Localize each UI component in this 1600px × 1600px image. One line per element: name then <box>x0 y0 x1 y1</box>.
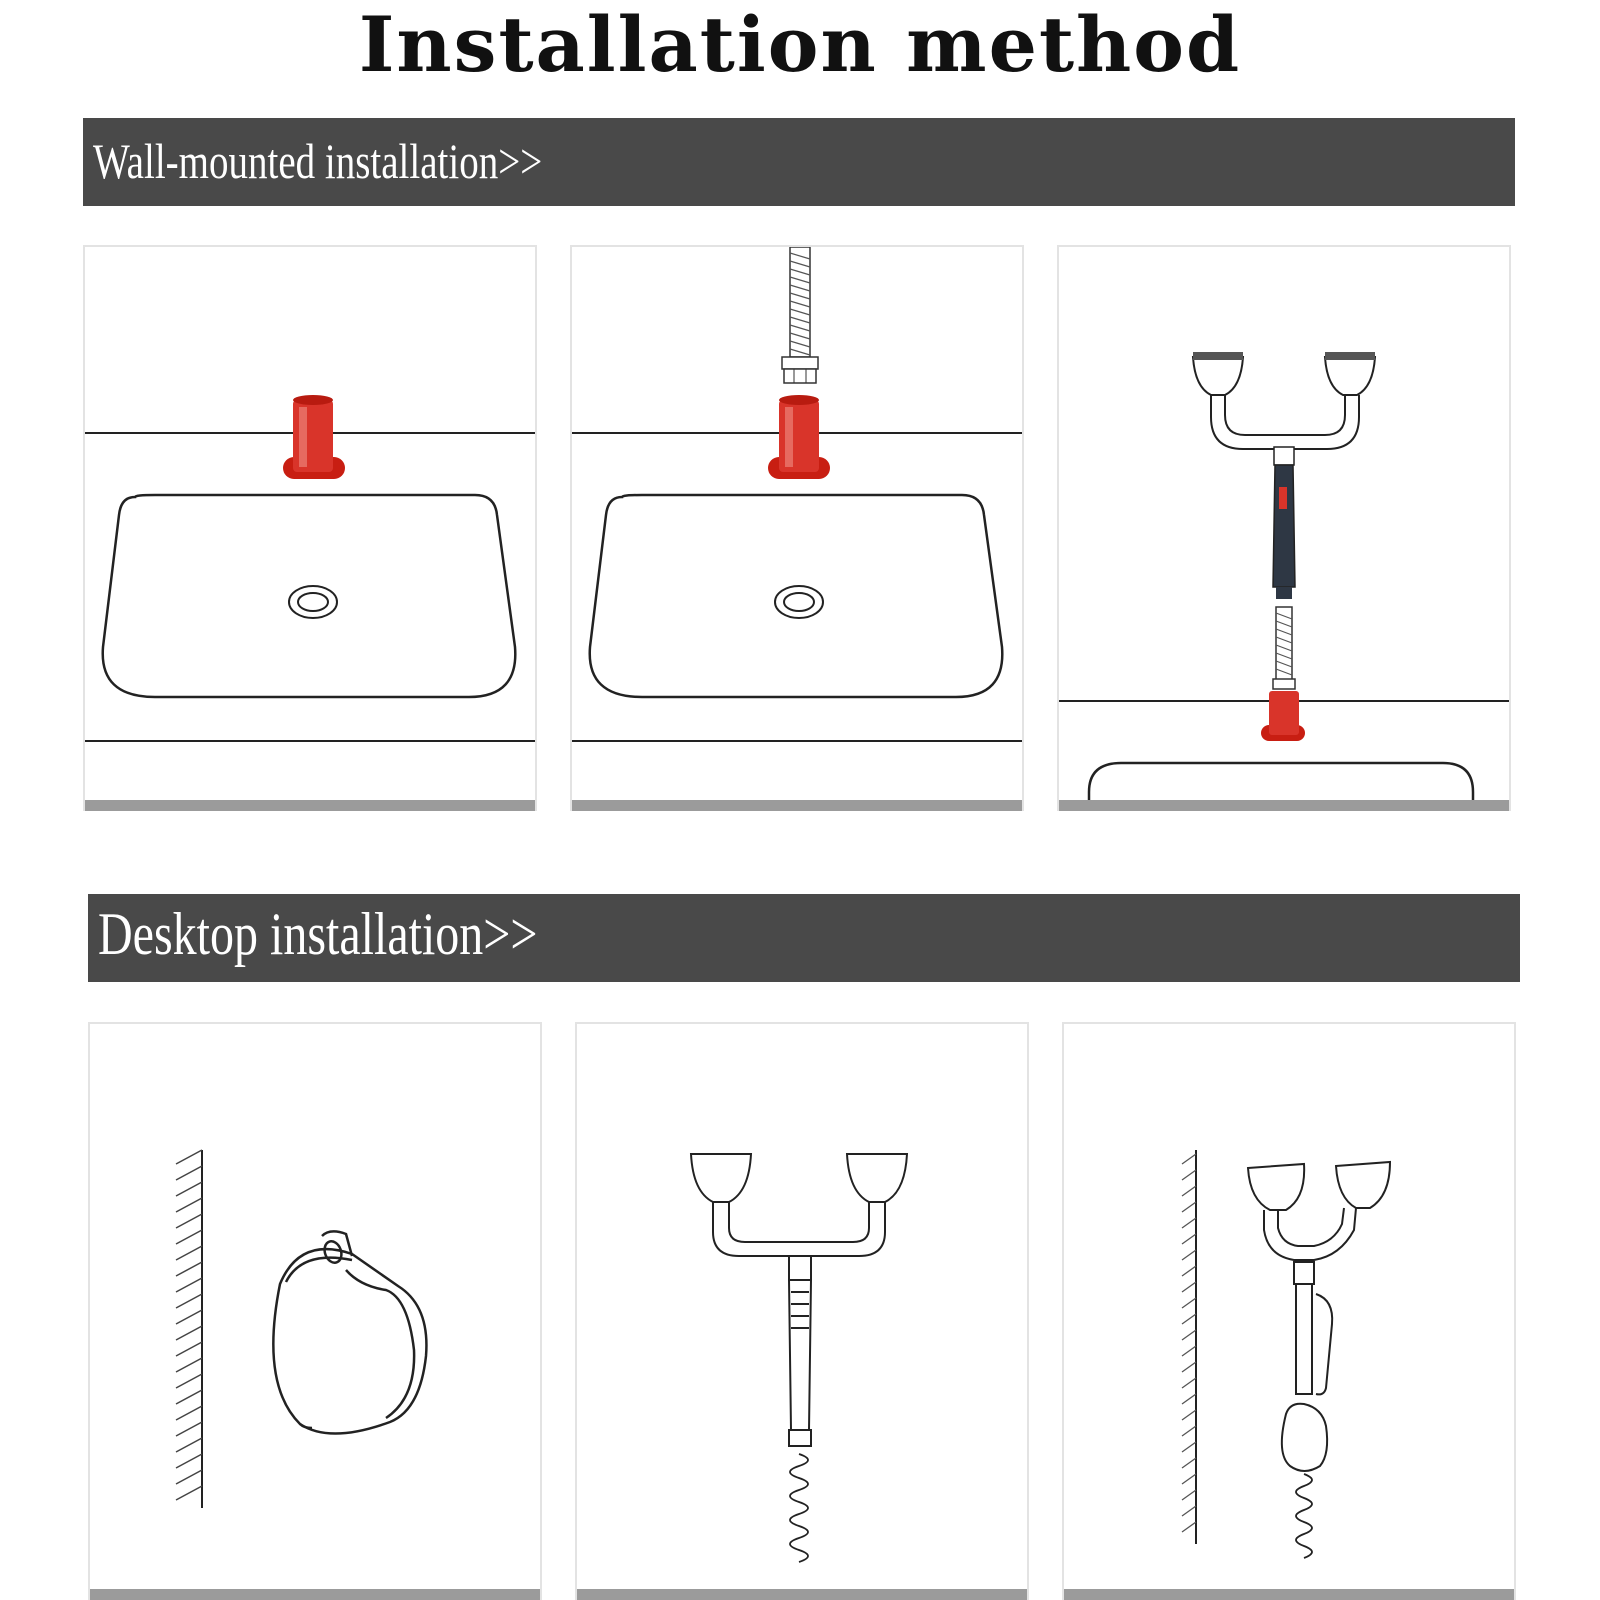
wall-bracket-icon <box>1282 1404 1327 1471</box>
wall-step-1 <box>83 245 537 811</box>
wall-step-1-illustration <box>85 247 537 811</box>
wall-step-2-illustration <box>572 247 1024 811</box>
basin-icon <box>103 495 516 697</box>
desktop-step-1-illustration <box>90 1024 542 1600</box>
basin-icon <box>590 495 1003 697</box>
red-mount-icon <box>283 395 345 479</box>
wall-step-3-illustration <box>1059 247 1511 811</box>
desktop-step-1 <box>88 1022 542 1600</box>
wall-bracket-icon <box>273 1231 426 1433</box>
spring-hose-icon <box>790 1454 808 1562</box>
section-banner-desktop <box>88 894 1520 982</box>
red-mount-icon <box>1261 691 1305 741</box>
basin-icon <box>1089 763 1473 803</box>
eyewash-icon <box>1248 1162 1390 1394</box>
eyewash-icon <box>691 1154 907 1446</box>
red-mount-icon <box>768 395 830 479</box>
wall-hatch-icon <box>176 1150 202 1508</box>
desktop-step-2-illustration <box>577 1024 1029 1600</box>
wall-step-3 <box>1057 245 1511 811</box>
spring-hose-icon <box>1273 607 1295 689</box>
eyewash-icon <box>1193 352 1375 599</box>
desktop-step-3-illustration <box>1064 1024 1516 1600</box>
wall-step-2 <box>570 245 1024 811</box>
hose-icon <box>782 247 818 383</box>
page-title: Installation method <box>358 0 1242 89</box>
spring-hose-icon <box>1296 1474 1312 1558</box>
desktop-step-2 <box>575 1022 1029 1600</box>
section-banner-wall <box>83 118 1515 206</box>
section-label-wall: Wall-mounted installation>> <box>93 133 543 189</box>
section-label-desktop: Desktop installation>> <box>98 901 538 967</box>
wall-hatch-icon <box>1182 1150 1196 1544</box>
desktop-step-3 <box>1062 1022 1516 1600</box>
